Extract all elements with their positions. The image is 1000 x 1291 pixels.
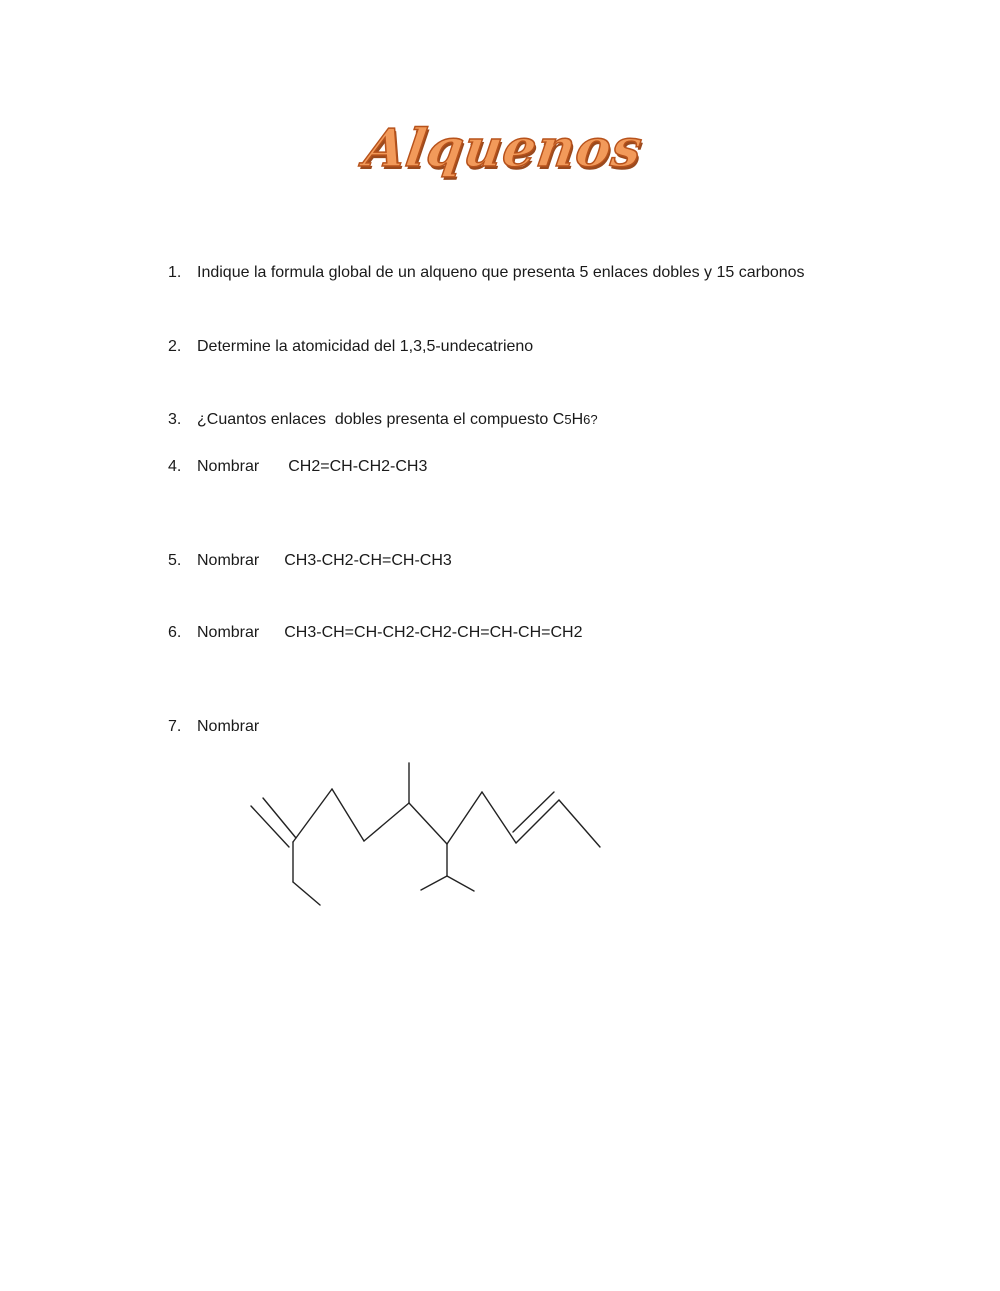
- bond: [482, 792, 516, 843]
- condensed-formula: CH3-CH=CH-CH2-CH2-CH=CH-CH=CH2: [284, 624, 583, 641]
- bond-isopropyl: [447, 876, 474, 891]
- bond: [364, 803, 409, 841]
- question-text: Determine la atomicidad del 1,3,5-undecatrieno: [197, 338, 534, 355]
- question-label: Nombrar: [197, 718, 260, 735]
- question-number: 4.: [168, 458, 182, 475]
- question-number: 1.: [168, 264, 182, 281]
- bond: [559, 800, 600, 847]
- question-text: Indique la formula global de un alqueno que presenta 5 enlaces dobles y 15 carbonos: [197, 264, 805, 281]
- condensed-formula: CH2=CH-CH2-CH3: [288, 458, 428, 475]
- molecular-formula: C5H6?: [552, 411, 598, 428]
- bond: [447, 792, 482, 844]
- question-number: 6.: [168, 624, 182, 641]
- bond-double-outer: [516, 800, 559, 843]
- question-number: 2.: [168, 338, 182, 355]
- question-label: Nombrar: [197, 552, 260, 569]
- question-number: 3.: [168, 411, 182, 428]
- bond-double-inner: [251, 806, 289, 847]
- bond: [409, 803, 447, 844]
- bond-isopropyl: [421, 876, 447, 890]
- question-label: Nombrar: [197, 458, 260, 475]
- question-number: 5.: [168, 552, 182, 569]
- bond-double-outer: [263, 798, 296, 838]
- bond: [332, 789, 364, 841]
- bond: [293, 789, 332, 842]
- page-title: Alquenos: [361, 118, 647, 179]
- condensed-formula: CH3-CH2-CH=CH-CH3: [284, 552, 452, 569]
- question-text: ¿Cuantos enlaces dobles presenta el compuesto: [197, 411, 553, 428]
- question-label: Nombrar: [197, 624, 260, 641]
- question-number: 7.: [168, 718, 182, 735]
- bond-ethyl: [293, 882, 320, 905]
